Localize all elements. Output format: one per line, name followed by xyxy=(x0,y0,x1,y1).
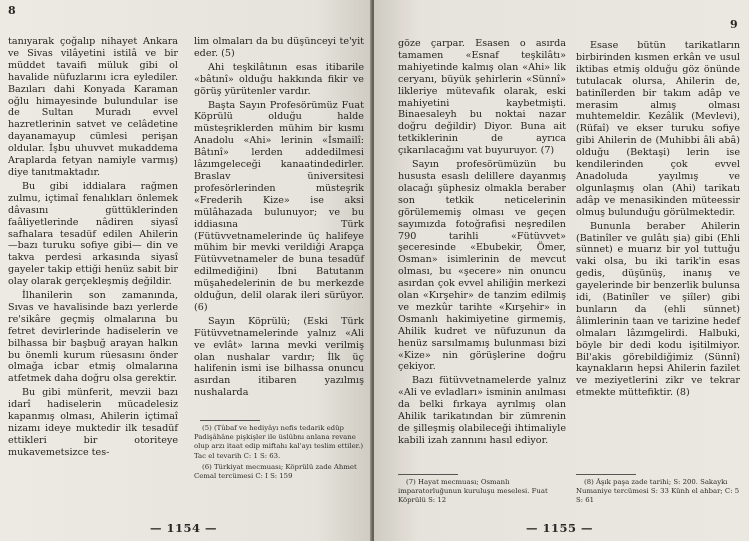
footnote-rule xyxy=(576,474,636,475)
paragraph: lim olmaları da bu düşünceyi te'yit eder. (5) xyxy=(194,36,364,59)
folio-left: — 1154 — xyxy=(150,521,218,535)
paragraph: Esase bütün tarikatların birbirinden kısmen erkân ve usul iktibas etmiş olduğu göz önünde tutulacak olursa, Ahilerin de, batinîlerden bir takım adâp ve merasim almış olması muhtemeldir. Kezâlik (Mevlevi), (Rüfaî) ve ekser turuku sofiye gibi Ahilerin de (Muhibbi âli abâ) olduğu (Bektaşi) lerin ise kendilerinden çok evvel Anadoluda yayılmış ve olgunlaşmış olan (Ahi) tarikatı adâp ve menasikinden müteessir olmuş bulunduğu görülmektedir. xyxy=(576,40,740,218)
page-number-left: 8 xyxy=(8,4,16,17)
left-footnotes xyxy=(194,424,364,483)
left-column-1 xyxy=(8,36,178,459)
paragraph: Sayın Köprülü; (Eski Türk Fütüvvetnamelerinde yalnız «Ali ve evlât» larına mevki verilmiş olan nushalar vardır; İlk üç halifenin ismi ise bilhassa onuncu asırdan itibaren yazılmış nushalarda xyxy=(194,315,364,399)
paragraph: Bu gibi münferit, mevzii bazı idarî hadiselerin mücadelesiz kapanmış olması, Ahilerin içtimaî nizamı ideye muktedir ilk tesadüf ettikleri bir otoriteye mukavemetsizce tes- xyxy=(8,387,178,458)
footnote: (7) Hayat mecmuası; Osmanlı imparatorluğunun kuruluşu meselesi. Fuat Köprülü S: 12 xyxy=(398,478,548,505)
folio-right: — 1155 — xyxy=(526,521,594,535)
paragraph: göze çarpar. Esasen o asırda tamamen «Esnaf teşkilâtı» mahiyetinde kalmış olan «Ahi» lik ceryanı, büyük şehirlerin «Sünnî» likleriye mütevafık olarak, eski mahiyetini kaybetmişti. Binaesaleyh bu noktai nazar doğru değildir) Diyor. Buna ait tetkiklerinin de ayrıca çıkarılacağını vat buyuruyor. (7) xyxy=(398,38,566,157)
right-footnote-right xyxy=(576,478,740,508)
left-page xyxy=(0,0,372,541)
paragraph: Bazı fütüvvetnamelerde yalnız «Ali ve evladları» isminin anılması da belki fırkaya ayrılmış olan Ahilik tarikatından bir zümrenin de şilleşmiş olabileceği ihtimaliyle kabili izah zannını hasıl ediyor. xyxy=(398,375,566,446)
right-column-1 xyxy=(398,38,566,447)
paragraph: Sayın profesörümüzün bu hususta esaslı delillere dayanmış olacağı şüphesiz olmakla beraber son tetkik neticelerinin görülememiş olması ve geçen sayımızda fotoğrafisi neşredilen 790 tarihli «Fütüvvet» şeceresinde «Ebubekir, Ömer, Osman» isimlerinin de mevcut olması, bu «şecere» nin onuncu asırdan çok evvel ahiliğin merkezi olan «Kırşehir» de tanzim edilmiş ve mezkûr tarihte «Kırşehir» in Osmanlı hakimiyetine girmemiş, Ahilik kudret ve nüfuzunun da henüz sarsılmamış bulunması bizi «Kize» nin görüşlerine doğru çekiyor. xyxy=(398,159,566,373)
paragraph: Ahi teşkilâtının esas itibarile «bâtınî» olduğu hakkında fikir ve görüş yürütenler vardır. xyxy=(194,61,364,97)
paragraph: Başta Sayın Profesörümüz Fuat Köprülü olduğu halde müsteşriklerden mühim bir kısmı Anadolu «Ahi» lerinin «İsmailî: Bâtınî» lerden addedilmesi lâzımgeleceği kanaatindedirler. Braslav üniversitesi profesörlerinden müsteşrik «Frederih Kize» ise aksi mülâhazada bulunuyor; ve bu iddiasına Türk (Fütüvvetnamelerinde üç halifeye mühim bir mevki verildiği Arapça Fütüvvetnameler de buna tesadüf edilmediğini) İbni Batutanın müşahedelerinin de bu merkezde olduğun, delil olarak ileri sürüyor. (6) xyxy=(194,99,364,313)
paragraph: tanıyarak çoğalıp nihayet Ankara ve Sivas vilâyetini istilâ ve bir müddet tavaifi müluk gibi ol havalide nüfuzlarını icra eylediler. Bazıları dahi Konyada Karaman oğlu himayesinde bulundular ise de Sultan Muradı evvel hazretlerinin satvet ve celâdetine dayanamayup cümlesi perişan oldular. İşbu uhuvvet mukaddema Araplarda fetyan namiyle varmış) diye tanıtmaktadır. xyxy=(8,36,178,178)
right-column-2 xyxy=(576,40,740,399)
left-column-2 xyxy=(194,36,364,399)
right-page xyxy=(374,0,749,541)
footnote: (5) (Tûbaf ve hediyâyı nefis tedarik edüp Padişâhâne pişkişler ile üslûbnı anlana revane olup arzı itaat edip miftahı kal'ayı teslim ettiler.) Tac el tevarih C: 1 S: 63. xyxy=(194,424,364,460)
footnote: (6) Türkiyat mecmuası; Köprülü zade Ahmet Cemal tercümesi C: I S: 159 xyxy=(194,462,357,481)
paragraph: İlhanilerin son zamanında, Sıvas ve havalisinde bazı yerlerde re'sikâre geçmiş olmalarına bu fetret devirlerinde hadiselerin ve bilhassa bir başbuğ arayan halkın bu önemli kurum rüesasını önder olmağa icbar etmiş olmalarına atfetmek daha doğru olsa gerektir. xyxy=(8,290,178,385)
page-number-right: 9 xyxy=(730,18,738,31)
right-footnote-left xyxy=(398,478,566,508)
footnote: (8) Âşık paşa zade tarihi; S: 200. Sakaykı Numaniye tercümesi S: 33 Künh el ahbar; C: 5 S: 61 xyxy=(576,478,740,505)
paragraph: Bu gibi iddialara rağmen zulmu, içtimaî fenalıkları önlemek dâvasını güttüklerinden faâliyetlerinde nâdiren siyasî safhalara tesadüf edilen Ahilerin —bazı turuku sofiye gibi— din ve takva perdesi arkasında siyasî gayeler takip ettiği henüz sabit bir olay olarak gerçekleşmiş değildir. xyxy=(8,180,178,288)
footnote-rule xyxy=(200,420,260,421)
footnote-rule xyxy=(398,474,458,475)
paragraph: Bununla beraber Ahilerin (Batinîler ve gulâtı şia) gibi (Ehli sünnet) e muarız bir yol tuttuğu vaki olsa, bu iki tarik'in esas gedis, düşünüş, inanış ve gayelerinde bir benzerlik bulunsa idi, (Batinîler ve şiîler) gibi bunların da (ehli sünnet) âlimlerinin taan ve tarizine hedef olmaları lâzımgelirdi. Halbuki, böyle bir dedi kodu işitilmiyor. Bil'akis görebildiğimiz (Sünnî) kaynakların hepsi Ahilerin fazilet ve meziyetlerini zikr ve tekrar etmekte müttefiktir. (8) xyxy=(576,220,740,399)
